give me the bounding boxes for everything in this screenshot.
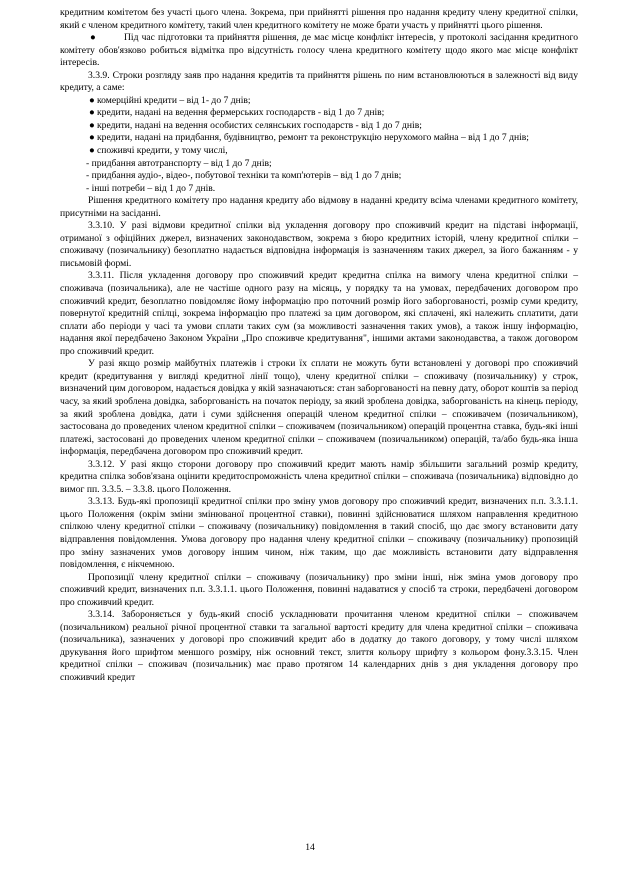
list-item-text: кредити, надані на ведення фермерських господарств - від 1 до 7 днів; <box>97 107 385 119</box>
bullet-icon: ● <box>89 94 95 106</box>
bullet-icon: ● <box>89 107 95 119</box>
bullet-icon: ● <box>89 119 95 131</box>
list-item-text: кредити, надані на ведення особистих селянських господарств - від 1 до 7 днів; <box>97 119 422 131</box>
bullet-icon: ● <box>90 32 96 44</box>
list-item <box>60 132 578 145</box>
sub-list-item: - придбання аудіо-, відео-, побутової техніки та комп'ютерів – від 1 до 7 днів; <box>86 170 402 182</box>
list-item-text: споживчі кредити, у тому числі, <box>97 145 228 157</box>
paragraph: У разі якщо розмір майбутніх платежів і строки їх сплати не можуть бути встановлені у договорі про споживчий кредит (кредитування у вигляді кредитної лінії тощо), члену кредитної спілки – споживачу (позичальнику) у строк, визначений цим договором, надається довідка у якій зазначаються: стан заборгованості на певну дату, оборот коштів за період часу, за який зроблена довідка, заборгованість на початок періоду, за який зроблена довідка, заборгованість на кінець періоду, за який зроблена довідка, дати і суми здійснення операцій членом кредитної спілки – споживачем (позичальником), застосована до проведених членом кредитної спілки – споживачем (позичальником) операцій процентна ставка, будь-які інші платежі, застосовані до проведених членом кредитної спілки – споживачем (позичальником) операцій, та/або будь-яка інша інформація, передбачена договором про споживчий кредит. <box>60 358 578 458</box>
list-item <box>60 120 578 133</box>
paragraph: 3.3.13. Будь-які пропозиції кредитної спілки про зміну умов договору про споживчий кредит, визначених п.п. 3.3.1.1. цього Положення (окрім зміни змінюваної процентної ставки), повинні здійснюватися шляхом направлення кредитною спілкою члену кредитної спілки – споживачу (позичальнику) повідомлення в такий спосіб, що дає змогу встановити дату відправлення повідомлення. Умова договору про надання члену кредитної спілки – споживачу (позичальнику) пропозицій про зміну зазначених умов договору іншим чином, ніж таким, що дає можливість встановити дату відправлення повідомлення, є нікчемною. <box>60 496 578 571</box>
page-number: 14 <box>305 842 315 853</box>
list-item-text: комерційні кредити – від 1- до 7 днів; <box>97 94 251 106</box>
paragraph: кредитним комітетом без участі цього члена. Зокрема, при прийнятті рішення про надання кредиту члену кредитної спілки, який є членом кредитного комітету, такий член кредитного комітету не може брати участь у прийнятті цього рішення. <box>60 7 578 31</box>
document-body <box>60 7 578 685</box>
paragraph: Пропозиції члену кредитної спілки – споживачу (позичальнику) про зміни інші, ніж зміна умов договору про споживчий кредит, визначених п.п. 3.3.1.1. цього Положення, повинні надаватися у спосіб та строки, передбачені договором про споживчий кредит. <box>60 571 578 608</box>
list-item <box>60 95 578 108</box>
list-item <box>60 107 578 120</box>
paragraph-text: Під час підготовки та прийняття рішення, де має місце конфлікт інтересів, у протоколі засідання кредитного комітету обов'язково робиться відмітка про відсутність голосу члена кредитного комітету щодо якого має місце конфлікт інтересів. <box>60 32 578 69</box>
sub-list-item: - придбання автотранспорту – від 1 до 7 днів; <box>86 157 272 169</box>
bullet-icon: ● <box>89 132 95 144</box>
bullet-icon: ● <box>89 145 95 157</box>
paragraph: 3.3.11. Після укладення договору про споживчий кредит кредитна спілка на вимогу члена кредитної спілки – споживача (позичальника), але не частіше одного разу на місяць, у порядку та на умовах, передбачених договором про споживчий кредит, безоплатно повідомляє йому інформацію про поточний розмір його заборгованості, розмір суми кредиту, повернутої кредитній спілці, зокрема інформацію про платежі за цим договором, які сплачені, які належить сплатити, дати сплати або періоди у часі та умови сплати таких сум (за можливості зазначення таких умов), а також іншу інформацію, надання якої передбачено Законом України „Про споживче кредитування", іншими актами законодавства, а також договором про споживчий кредит. <box>60 270 578 357</box>
paragraph: 3.3.9. Строки розгляду заяв про надання кредитів та прийняття рішень по ним встановлюються в залежності від виду кредиту, а саме: <box>60 69 578 94</box>
paragraph: 3.3.10. У разі відмови кредитної спілки від укладення договору про споживчий кредит на підставі інформації, отриманої з офіційних джерел, визначених законодавством, зокрема з бюро кредитних історій, члену кредитної спілки – споживачу (позичальнику) безоплатно надається відповідна інформація із зазначенням таких джерел, за його бажанням - у письмовій формі. <box>60 220 578 269</box>
paragraph: Рішення кредитного комітету про надання кредиту або відмову в наданні кредиту всіма членами кредитного комітету, присутніми на засіданні. <box>60 195 578 219</box>
paragraph: 3.3.14. Забороняється у будь-який спосіб ускладнювати прочитання членом кредитної спілки – споживачем (позичальником) реальної річної процентної ставки та загальної вартості кредиту для члена кредитної спілки – споживача (позичальника), зазначених у договорі про споживчий кредит або в додатку до такого договору, у тому числі шляхом друкування його шрифтом меншого розміру, ніж основний текст, злиття кольору шрифту з кольором фону.3.3.15. Член кредитної спілки – споживач (позичальник) має право протягом 14 календарних днів з дня укладення договору про споживчий кредит <box>60 609 578 683</box>
list-item <box>60 145 578 158</box>
sub-list-item: - інші потреби – від 1 до 7 днів. <box>86 182 216 194</box>
list-item-text: кредити, надані на придбання, будівництво, ремонт та реконструкцію нерухомого майна – від 1 до 7 днів; <box>97 132 529 144</box>
paragraph: 3.3.12. У разі якщо сторони договору про споживчий кредит мають намір збільшити загальний розмір кредиту, кредитна спілка зобов'язана оцінити кредитоспроможність члена кредитної спілки – споживача (позичальника) відповідно до вимог пп. 3.3.5. – 3.3.8. цього Положення. <box>60 458 578 495</box>
bullet-paragraph <box>60 32 578 70</box>
